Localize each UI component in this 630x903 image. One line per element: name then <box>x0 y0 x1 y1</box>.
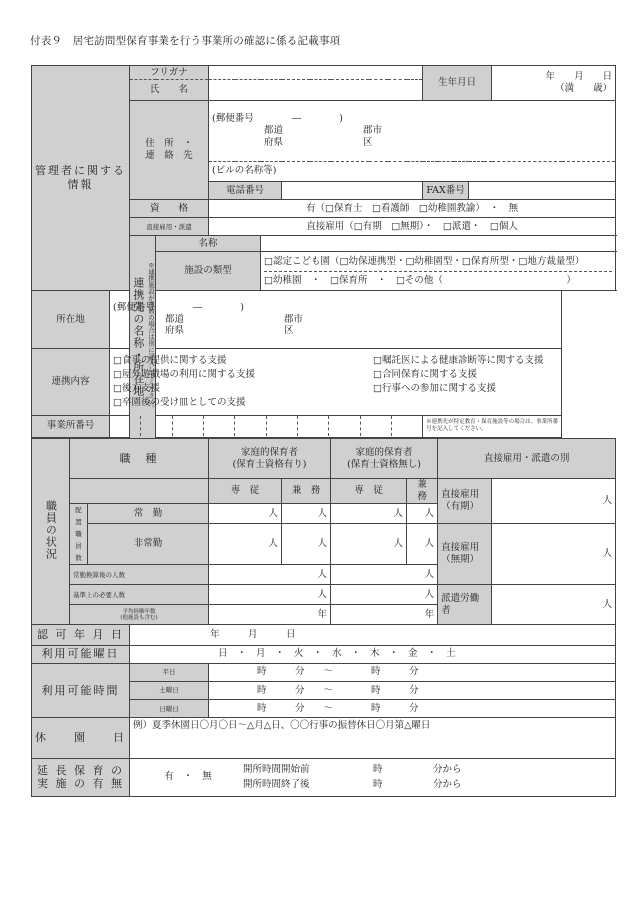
nonregular-label: 非常勤 <box>88 524 209 565</box>
facility-type-row-1: □認定こども園（□幼保連携型・□幼稚園型・□保育所型・□地方裁量型） <box>264 253 612 272</box>
nonregular-unqualified-parttime[interactable]: 人 <box>407 524 438 565</box>
city-label: 郡市 区 <box>363 125 383 148</box>
dispatch-field[interactable]: 人 <box>492 585 616 625</box>
dispatch-label: 派遣労働者 <box>438 585 492 625</box>
hours-sunday-label: 日曜日 <box>130 700 209 718</box>
form-title: 付表９ 居宅訪問型保育事業を行う事業所の確認に係る記載事項 <box>30 35 341 47</box>
qualification-label: 資 格 <box>130 200 209 218</box>
phone-field[interactable] <box>282 181 423 199</box>
birthdate-value: 年 月 日 <box>545 71 613 83</box>
partner-city-label: 郡市 区 <box>284 313 304 337</box>
nonregular-qualified-fulltime[interactable]: 人 <box>209 524 282 565</box>
col-header-unqualified: 家庭的保育者 (保育士資格無し) <box>331 438 438 478</box>
office-number-label: 事業所番号 <box>32 415 110 437</box>
content-option-joint-care[interactable]: □合同保育に関する支援 <box>373 369 477 381</box>
before-opening-from: 分から <box>433 763 462 775</box>
hours-saturday-label: 土曜日 <box>130 681 209 699</box>
partner-location-label: 所在地 <box>32 290 110 348</box>
office-number-note: ※連携先が特定教育・保育施設等の場合は、事業所番号を記入してください。 <box>423 415 562 437</box>
hours-weekday-field[interactable]: 時 分 ～ 時 分 <box>209 663 616 681</box>
hours-sunday-field[interactable]: 時 分 ～ 時 分 <box>209 700 616 718</box>
fax-field[interactable] <box>469 181 616 199</box>
before-opening-hour: 時 <box>373 763 383 775</box>
closed-days-label: 休 園 日 <box>32 718 130 758</box>
regular-qualified-parttime[interactable]: 人 <box>282 504 331 524</box>
building-field[interactable]: (ビルの名称等) <box>209 161 616 181</box>
facility-type-options[interactable] <box>261 252 616 290</box>
furigana-label: フリガナ <box>130 66 209 80</box>
content-option-after-graduation[interactable]: □卒園後の受け皿としての支援 <box>113 396 246 408</box>
fte-qualified-field[interactable]: 人 <box>209 565 331 585</box>
partner-postal-code: (郵便番号 ― ) <box>113 301 244 313</box>
hours-saturday-field[interactable]: 時 分 ～ 時 分 <box>209 681 616 699</box>
postal-code-field: (郵便番号 ― ) <box>212 113 343 125</box>
job-type-label: 職 種 <box>70 438 209 478</box>
subheader-spacer <box>70 479 209 504</box>
available-days-label: 利用可能曜日 <box>32 645 130 663</box>
before-opening-label: 開所時間開始前 <box>243 763 310 775</box>
employment-type-options[interactable]: 直接雇用（□有期 □無期）・ □派遣・ □個人 <box>209 218 616 236</box>
approval-date-field[interactable]: 年 月 日 <box>130 625 616 645</box>
partner-prefecture-label: 都道 府県 <box>165 313 185 337</box>
after-closing-from: 分から <box>433 778 462 790</box>
partner-section-note: ※連携施設が複数の場合は別に記入してください。 <box>146 262 155 412</box>
facility-type-label: 施設の類型 <box>156 252 261 290</box>
facility-type-row-2: □幼稚園 ・ □保育所 ・ □その他（ ） <box>264 274 576 286</box>
required-qualified-field[interactable]: 人 <box>209 585 331 605</box>
name-field[interactable] <box>209 80 423 101</box>
extended-care-yes-no[interactable]: 有 ・ 無 <box>164 771 212 783</box>
confirmation-form-table <box>31 65 616 797</box>
address-label: 住 所 ・ 連 絡 先 <box>130 101 209 200</box>
partnership-content-label: 連携内容 <box>32 349 110 416</box>
direct-fixed-field[interactable]: 人 <box>492 479 616 524</box>
avg-experience-label: 平均経験年数 (他施設も含む) <box>70 605 209 625</box>
direct-indefinite-label: 直接雇用（無期） <box>438 524 492 585</box>
col-header-qualified: 家庭的保育者 (保育士資格有り) <box>209 438 331 478</box>
phone-label: 電話番号 <box>209 181 282 199</box>
available-hours-label: 利用可能時間 <box>32 663 130 717</box>
content-option-backup[interactable]: □後方支援 <box>113 382 160 394</box>
birthdate-field[interactable] <box>492 66 616 101</box>
furigana-field[interactable] <box>209 66 423 80</box>
regular-qualified-fulltime[interactable]: 人 <box>209 504 282 524</box>
required-unqualified-field[interactable]: 人 <box>331 585 438 605</box>
staff-section-label: 職員の状況 <box>32 438 70 625</box>
regular-unqualified-parttime[interactable]: 人 <box>407 504 438 524</box>
qualification-options[interactable]: 有（□保育士 □看護師 □幼稚園教諭） ・ 無 <box>209 200 616 218</box>
avg-experience-qualified[interactable]: 年 <box>209 605 331 625</box>
office-number-boxes[interactable] <box>110 415 423 437</box>
direct-fixed-label: 直接雇用（有期） <box>438 479 492 524</box>
extended-care-label: 延 長 保 育 の 実 施 の 有 無 <box>32 758 130 796</box>
birthdate-label: 生年月日 <box>423 66 492 101</box>
extended-care-field[interactable] <box>130 758 616 796</box>
placement-label: 配 置 職員数 <box>70 504 88 565</box>
nonregular-qualified-parttime[interactable]: 人 <box>282 524 331 565</box>
regular-unqualified-fulltime[interactable]: 人 <box>331 504 407 524</box>
required-count-label: 基準上の必要人数 <box>70 585 209 605</box>
content-option-health-check[interactable]: □嘱託医による健康診断等に関する支援 <box>373 355 544 367</box>
fax-label: FAX番号 <box>423 181 469 199</box>
avg-experience-unqualified[interactable]: 年 <box>331 605 438 625</box>
partner-section-title: 連携先の名称・所在地 <box>131 277 145 398</box>
employment-type-label: 直接雇用・派遣 <box>130 218 209 236</box>
regular-label: 常 勤 <box>88 504 209 524</box>
approval-date-label: 認 可 年 月 日 <box>32 625 130 645</box>
closed-days-field[interactable]: 例）夏季休園日〇月〇日～△月△日、〇〇行事の振替休日〇月第△曜日 <box>130 718 616 758</box>
content-option-playground[interactable]: □屋外遊戯場の利用に関する支援 <box>113 369 255 381</box>
address-field[interactable] <box>209 101 616 161</box>
fte-label: 常勤換算後の人数 <box>70 565 209 585</box>
name-label: 氏 名 <box>130 80 209 101</box>
content-option-events[interactable]: □行事への参加に関する支援 <box>373 382 496 394</box>
after-closing-label: 開所時間終了後 <box>243 778 310 790</box>
prefecture-label: 都道 府県 <box>264 125 284 148</box>
available-days-options[interactable]: 日 ・ 月 ・ 火 ・ 水 ・ 木 ・ 金 ・ 土 <box>130 645 616 663</box>
direct-indefinite-field[interactable]: 人 <box>492 524 616 585</box>
after-closing-hour: 時 <box>373 778 383 790</box>
partner-location-field[interactable] <box>110 290 562 348</box>
fte-unqualified-field[interactable]: 人 <box>331 565 438 585</box>
manager-section-label: 管理者に関する情報 <box>32 66 130 291</box>
subheader-parttime-2: 兼 務 <box>407 479 438 504</box>
hours-weekday-label: 平日 <box>130 663 209 681</box>
age-value: （満 歳） <box>555 83 613 95</box>
subheader-fulltime-2: 専 従 <box>331 479 407 504</box>
content-option-meal[interactable]: □食事の提供に関する支援 <box>113 355 227 367</box>
partnership-content-options[interactable] <box>110 349 562 416</box>
nonregular-unqualified-fulltime[interactable]: 人 <box>331 524 407 565</box>
partner-name-field[interactable] <box>261 236 616 252</box>
subheader-fulltime-1: 専 従 <box>209 479 282 504</box>
subheader-parttime-1: 兼 務 <box>282 479 331 504</box>
partner-name-label: 名称 <box>156 236 261 252</box>
col-header-employment: 直接雇用・派遣の別 <box>438 438 616 478</box>
